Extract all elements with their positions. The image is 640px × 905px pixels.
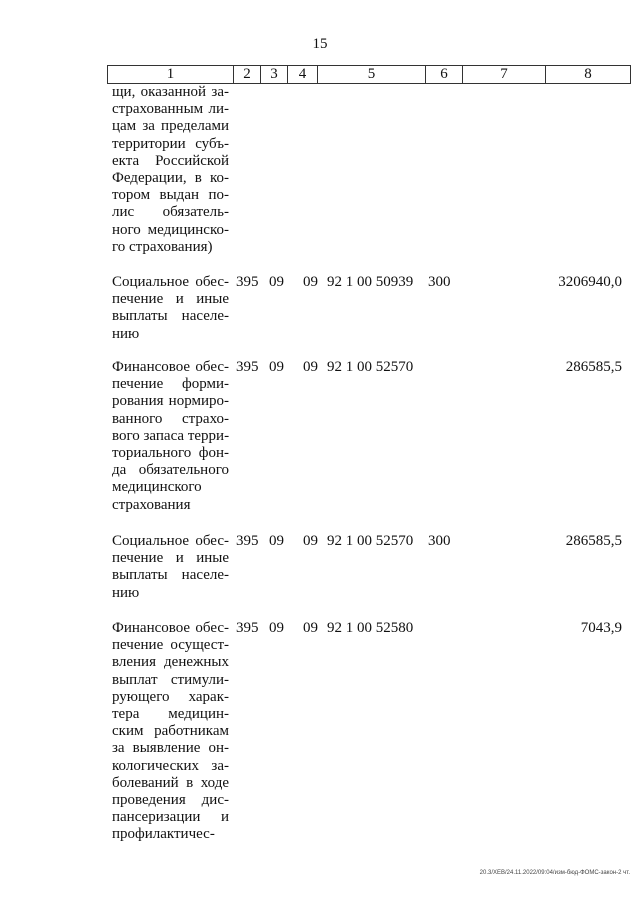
target-article-code: 92 1 00 52580 [327,620,414,636]
header-col-2: 2 [234,66,261,84]
admin-code: 395 [236,359,259,375]
target-article-code: 92 1 00 50939 [327,274,414,290]
row-name-line: цам за пределами [112,118,229,135]
expense-type-code: 300 [428,533,451,549]
header-col-7: 7 [463,66,546,84]
column-number-header [107,65,631,84]
admin-code: 395 [236,274,259,290]
row-name-line: екта Российской [112,152,229,169]
row-name-line: за выявление он- [112,740,229,757]
row-name-line: печение форми- [112,376,229,393]
row-name-line: пансеризации и [112,809,229,826]
row-name-line: лис обязатель- [112,204,229,221]
row-name-line: выплаты населе- [112,308,229,325]
row-name [112,620,229,844]
document-code: 20.3/ХЕВ/24.11.2022/09:04/изм-бюд-ФОМС-закон-2 чт. [479,870,630,876]
row-name-line: печение и иные [112,291,229,308]
row-name-line: кологических за- [112,757,229,774]
amount: 7043,9 [580,620,622,636]
section-code: 09 [269,274,284,290]
row-name-line: страхования [112,496,191,513]
row-name-line: вления денежных [112,654,229,671]
section-code: 09 [269,533,284,549]
row-name-line: рования нормиро- [112,393,229,410]
row-name-line: ванного страхо- [112,410,229,427]
row-name-line: выплат стимули- [112,671,229,688]
row-name-line: Федерации, в ко- [112,170,229,187]
row-name-line: тера медицин- [112,706,229,723]
subsection-code: 09 [303,359,318,375]
row-name-line: ториального фон- [112,445,229,462]
expense-type-code: 300 [428,274,451,290]
row-name-line: рующего харак- [112,688,229,705]
row-name-line: профилактичес- [112,826,215,843]
page-number: 15 [312,36,328,52]
row-name [112,533,229,602]
row-name-line: выплаты населе- [112,567,229,584]
row-name-line: нию [112,325,140,342]
subsection-code: 09 [303,274,318,290]
header-col-8: 8 [546,66,631,84]
row-name-line: болеваний в ходе [112,774,229,791]
section-code: 09 [269,359,284,375]
row-name-line: го страхования) [112,238,213,255]
row-name-line: да обязательного [112,462,229,479]
section-code: 09 [269,620,284,636]
row-name-line: ским работникам [112,723,229,740]
row-name-line: страхованным ли- [112,101,229,118]
admin-code: 395 [236,620,259,636]
subsection-code: 09 [303,620,318,636]
header-col-1: 1 [108,66,234,84]
row-name-line: ного медицинско- [112,221,229,238]
row-name-line: Финансовое обес- [112,359,229,375]
row-name-line: Социальное обес- [112,533,229,549]
header-col-6: 6 [426,66,463,84]
target-article-code: 92 1 00 52570 [327,533,414,549]
row-name-line: медицинского [112,479,202,496]
target-article-code: 92 1 00 52570 [327,359,414,375]
header-col-5: 5 [318,66,426,84]
row-name-line: территории субъ- [112,135,229,152]
row-name-line: тором выдан по- [112,187,229,204]
row-name-line: Социальное обес- [112,274,229,290]
subsection-code: 09 [303,533,318,549]
row-name-line: печение осущест- [112,637,229,654]
row-name [112,274,229,343]
row-name [112,84,229,256]
row-name-line: Финансовое обес- [112,620,229,636]
row-name-line: проведения дис- [112,792,229,809]
header-col-4: 4 [288,66,318,84]
row-name-line: щи, оказанной за- [112,84,229,100]
row-name-line: вого запаса терри- [112,427,230,444]
amount: 286585,5 [565,359,622,375]
amount: 286585,5 [565,533,622,549]
row-name-line: нию [112,584,140,601]
row-name-line: печение и иные [112,550,229,567]
row-name [112,359,229,514]
header-col-3: 3 [261,66,288,84]
admin-code: 395 [236,533,259,549]
amount: 3206940,0 [558,274,622,290]
